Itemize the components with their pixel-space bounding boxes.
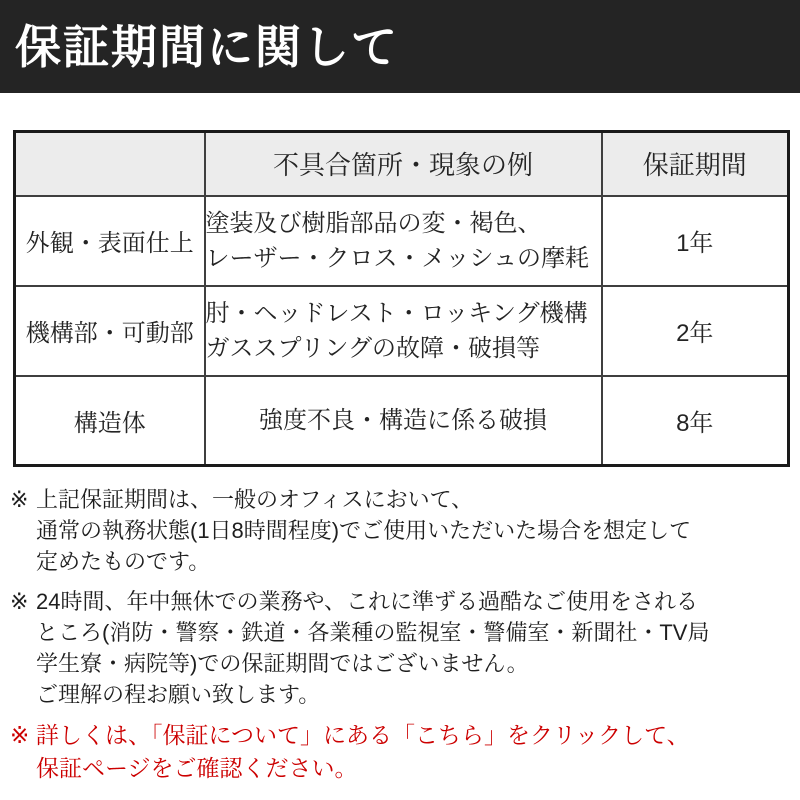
example-line: 強度不良・構造に係る破損	[259, 406, 547, 434]
category-label: 構造体	[15, 376, 205, 466]
note-line: 上記保証期間は、一般のオフィスにおいて、	[36, 487, 474, 512]
example-line: レーザー・クロス・メッシュの摩耗	[205, 244, 590, 272]
note-line: 保証ページをご確認ください。	[36, 755, 358, 781]
note-line: 通常の執務状態(1日8時間程度)でご使用いただいた場合を想定して	[36, 518, 692, 543]
table-row-structure	[15, 376, 789, 466]
header-cell-period: 保証期間	[602, 132, 789, 196]
reference-mark: ※	[10, 589, 29, 614]
header-cell-category	[15, 132, 205, 196]
table-row-exterior	[15, 196, 789, 286]
note-office-usage-assumption	[10, 484, 792, 577]
note-line: ところ(消防・警察・鉄道・各業種の監視室・警備室・新聞社・TV局	[36, 620, 710, 645]
note-line: 学生寮・病院等)での保証期間ではございません。	[36, 651, 529, 676]
category-label: 機構部・可動部	[15, 286, 205, 376]
examples-cell	[205, 376, 602, 466]
category-label: 外観・表面仕上	[15, 196, 205, 286]
examples-cell	[205, 196, 602, 286]
header-cell-examples: 不具合箇所・現象の例	[205, 132, 602, 196]
note-line: 24時間、年中無休での業務や、これに準ずる過酷なご使用をされる	[36, 589, 699, 614]
period-value: 8年	[602, 376, 789, 466]
period-value: 2年	[602, 286, 789, 376]
note-warranty-page-link-hint	[10, 719, 792, 785]
reference-mark: ※	[10, 722, 30, 748]
footnotes-section	[10, 484, 792, 785]
note-line: 定めたものです。	[36, 549, 211, 574]
reference-mark: ※	[10, 487, 29, 512]
page-title: 保証期間に関して	[15, 20, 399, 73]
warranty-period-table	[13, 130, 790, 467]
example-line: ガススプリングの故障・破損等	[205, 334, 541, 362]
note-line: 詳しくは、「保証について」にある「こちら」をクリックして、	[36, 722, 690, 748]
note-line: ご理解の程お願い致します。	[36, 682, 321, 707]
example-line: 肘・ヘッドレスト・ロッキング機構	[205, 299, 588, 327]
examples-cell	[205, 286, 602, 376]
page-header	[0, 0, 800, 93]
period-value: 1年	[602, 196, 789, 286]
table-header-row	[15, 132, 789, 196]
note-heavy-usage-exclusion	[10, 586, 792, 710]
table-row-mechanism	[15, 286, 789, 376]
example-line: 塗装及び樹脂部品の変・褐色、	[205, 209, 542, 237]
